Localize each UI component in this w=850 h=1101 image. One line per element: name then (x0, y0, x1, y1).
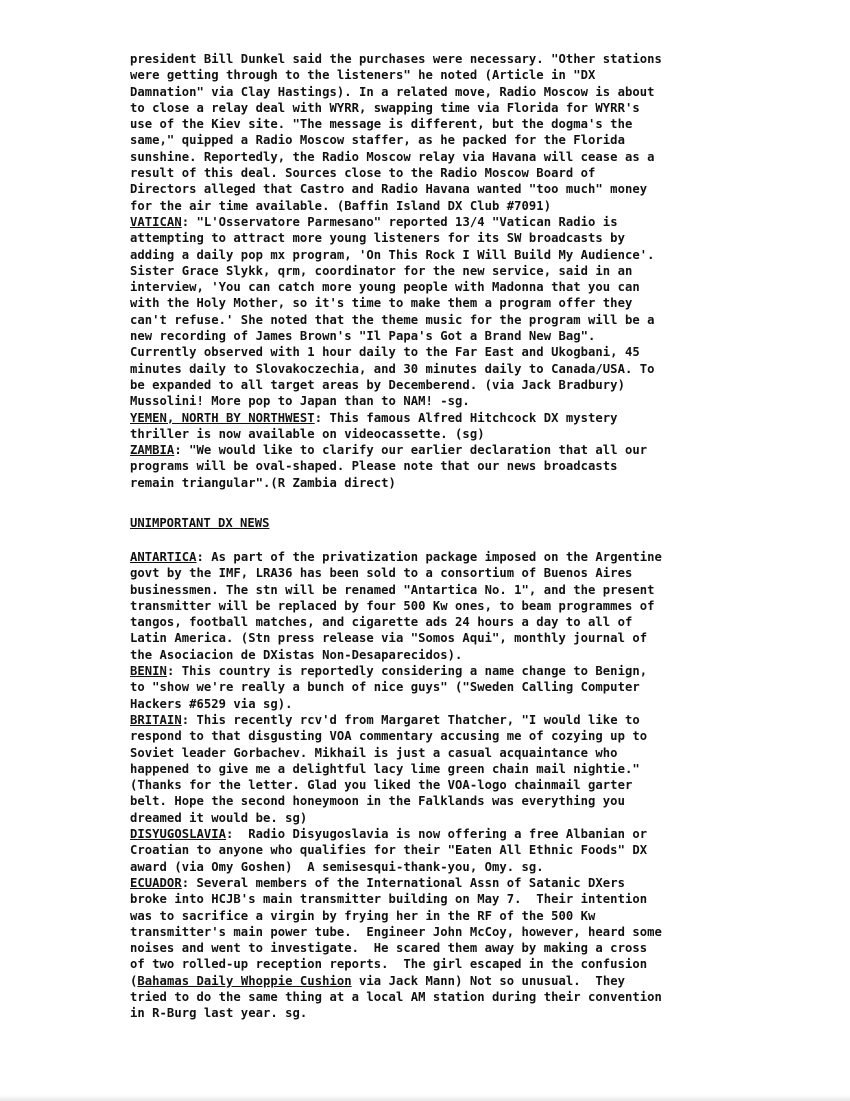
line-text: Croatian to anyone who qualifies for their "Eaten All Ethnic Foods" DX (130, 843, 648, 858)
line-text: new recording of James Brown's "Il Papa's Got a Brand New Bag". (130, 329, 596, 344)
text-line (130, 214, 830, 230)
text-line (130, 100, 830, 116)
line-text: : This famous Alfred Hitchcock DX mystery (314, 410, 618, 425)
line-text: thriller is now available on videocassette. (sg) (130, 426, 485, 441)
text-line (130, 344, 830, 360)
text-line (130, 614, 830, 630)
text-line (130, 328, 830, 344)
entry-heading: ECUADOR (130, 875, 182, 890)
entry-heading: ZAMBIA (130, 443, 175, 458)
entry-heading: YEMEN, NORTH BY NORTHWEST (130, 410, 315, 425)
text-line (130, 663, 830, 679)
scan-edge-shadow (0, 1095, 850, 1101)
line-text: : "We would like to clarify our earlier declaration that all our (174, 443, 648, 458)
text-line (130, 410, 830, 426)
entry-heading: DISYUGOSLAVIA (130, 827, 227, 842)
line-text: : This recently rcv'd from Margaret Thatcher, "I would like to (181, 712, 640, 727)
line-text: the Asociacion de DXistas Non-Desaparecidos). (130, 647, 463, 662)
line-text: president Bill Dunkel said the purchases were necessary. "Other stations (130, 52, 662, 66)
text-line (130, 973, 830, 989)
text-line (130, 826, 830, 842)
text-line (130, 149, 830, 165)
text-line (130, 67, 830, 83)
line-text: remain triangular".(R Zambia direct) (130, 475, 396, 490)
text-line (130, 132, 830, 148)
line-text: transmitter will be replaced by four 500 Kw ones, to beam programmes of (130, 598, 655, 613)
line-text: : As part of the privatization package imposed on the Argentine (196, 550, 662, 564)
text-line (130, 908, 830, 924)
text-line (130, 598, 830, 614)
line-text: broke into HCJB's main transmitter building on May 7. Their intention (130, 892, 648, 907)
publication-title: Bahamas Daily Whoppie Cushion (137, 973, 352, 988)
line-text: transmitter's main power tube. Engineer John McCoy, however, heard some (130, 924, 662, 939)
text-line (130, 989, 830, 1005)
line-text: can't refuse.' She noted that the theme music for the program will be a (130, 312, 655, 327)
text-line (130, 442, 830, 458)
line-text: in R-Burg last year. sg. (130, 1006, 308, 1021)
line-text: Latin America. (Stn press release via "Somos Aqui", monthly journal of (130, 631, 648, 646)
text-line (130, 745, 830, 761)
line-text: : Radio Disyugoslavia is now offering a free Albanian or (226, 827, 648, 842)
text-line (130, 940, 830, 956)
text-line (130, 712, 830, 728)
line-text: same," quipped a Radio Moscow staffer, as he packed for the Florida (130, 133, 625, 148)
line-text: ( (130, 973, 138, 988)
text-line (130, 647, 830, 663)
entry-heading: BRITAIN (130, 712, 182, 727)
line-text: adding a daily pop mx program, 'On This Rock I Will Build My Audience'. (130, 247, 655, 262)
text-line (130, 377, 830, 393)
text-line (130, 84, 830, 100)
text-line (130, 458, 830, 474)
entry-heading: VATICAN (130, 214, 182, 229)
text-line (130, 630, 830, 646)
text-line (130, 810, 830, 826)
line-text: : "L'Osservatore Parmesano" reported 13/4 "Vatican Radio is (181, 214, 618, 229)
line-text: with the Holy Mother, so it's time to make them a program offer they (130, 296, 633, 311)
line-text: : Several members of the International Assn of Satanic DXers (181, 875, 625, 890)
text-line (130, 198, 830, 214)
line-text: tangos, football matches, and cigarette ads 24 hours a day to all of (130, 615, 633, 630)
text-line (130, 312, 830, 328)
line-text: via Jack Mann) Not so unusual. They (351, 973, 625, 988)
bottom-text-block (130, 549, 830, 1022)
line-text: happened to give me a delightful lacy lime green chain mail nightie." (130, 761, 640, 776)
text-line (130, 582, 830, 598)
entry-heading: ANTARTICA (130, 550, 197, 564)
text-line (130, 165, 830, 181)
text-line (130, 475, 830, 491)
text-line (130, 777, 830, 793)
top-text-block (130, 51, 830, 491)
line-text: Soviet leader Gorbachev. Mikhail is just a casual acquaintance who (130, 745, 618, 760)
line-text: programs will be oval-shaped. Please note that our news broadcasts (130, 459, 618, 474)
text-line (130, 295, 830, 311)
line-text: businessmen. The stn will be renamed "Antartica No. 1", and the present (130, 582, 655, 597)
line-text: tried to do the same thing at a local AM station during their convention (130, 990, 662, 1005)
text-line (130, 875, 830, 891)
line-text: belt. Hope the second honeymoon in the Falklands was everything you (130, 794, 625, 809)
text-line (130, 279, 830, 295)
line-text: for the air time available. (Baffin Island DX Club #7091) (130, 198, 552, 213)
line-text: use of the Kiev site. "The message is different, but the dogma's the (130, 117, 633, 132)
line-text: result of this deal. Sources close to the Radio Moscow Board of (130, 166, 596, 181)
text-line (130, 859, 830, 875)
section-heading: UNIMPORTANT DX NEWS (130, 516, 270, 530)
line-text: to "show we're really a bunch of nice guys" ("Sweden Calling Computer (130, 680, 640, 695)
line-text: interview, 'You can catch more young people with Madonna that you can (130, 280, 640, 295)
line-text: govt by the IMF, LRA36 has been sold to a consortium of Buenos Aires (130, 566, 633, 581)
text-line (130, 956, 830, 972)
text-line (130, 696, 830, 712)
text-line (130, 393, 830, 409)
entry-heading: BENIN (130, 664, 167, 679)
text-line (130, 565, 830, 581)
line-text: of two rolled-up reception reports. The girl escaped in the confusion (130, 957, 648, 972)
line-text: dreamed it would be. sg) (130, 810, 308, 825)
line-text: award (via Omy Goshen) A semisesqui-thank-you, Omy. sg. (130, 859, 544, 874)
text-line (130, 679, 830, 695)
line-text: respond to that disgusting VOA commentary accusing me of cozying up to (130, 729, 648, 744)
text-line (130, 842, 830, 858)
text-line (130, 116, 830, 132)
text-line (130, 891, 830, 907)
line-text: (Thanks for the letter. Glad you liked the VOA-logo chainmail garter (130, 778, 633, 793)
line-text: was to sacrifice a virgin by frying her in the RF of the 500 Kw (130, 908, 596, 923)
text-line (130, 1005, 830, 1021)
text-line (130, 181, 830, 197)
text-line (130, 263, 830, 279)
line-text: Sister Grace Slykk, qrm, coordinator for the new service, said in an (130, 263, 633, 278)
line-text: Hackers #6529 via sg). (130, 696, 293, 711)
text-line (130, 247, 830, 263)
line-text: minutes daily to Slovakoczechia, and 30 minutes daily to Canada/USA. To (130, 361, 655, 376)
text-line (130, 361, 830, 377)
text-line (130, 793, 830, 809)
text-line (130, 728, 830, 744)
line-text: to close a relay deal with WYRR, swapping time via Florida for WYRR's (130, 100, 640, 115)
line-text: be expanded to all target areas by Decemberend. (via Jack Bradbury) (130, 377, 625, 392)
line-text: noises and went to investigate. He scared them away by making a cross (130, 941, 648, 956)
line-text: : This country is reportedly considering a name change to Benign, (166, 664, 648, 679)
line-text: Mussolini! More pop to Japan than to NAM! -sg. (130, 394, 470, 409)
line-text: attempting to attract more young listeners for its SW broadcasts by (130, 231, 625, 246)
line-text: were getting through to the listeners" he noted (Article in "DX (130, 68, 596, 83)
line-text: Currently observed with 1 hour daily to the Far East and Ukogbani, 45 (130, 345, 640, 360)
text-line (130, 51, 830, 67)
text-line (130, 924, 830, 940)
text-line (130, 426, 830, 442)
text-line (130, 230, 830, 246)
line-text: sunshine. Reportedly, the Radio Moscow relay via Havana will cease as a (130, 149, 655, 164)
line-text: Directors alleged that Castro and Radio Havana wanted "too much" money (130, 182, 648, 197)
text-line (130, 761, 830, 777)
text-line (130, 549, 830, 565)
line-text: Damnation" via Clay Hastings). In a related move, Radio Moscow is about (130, 84, 655, 99)
